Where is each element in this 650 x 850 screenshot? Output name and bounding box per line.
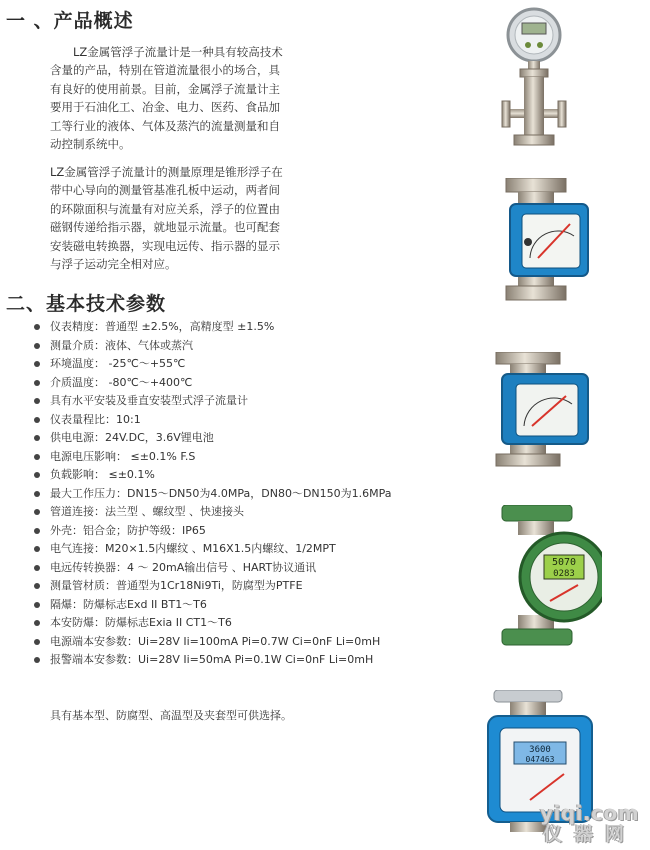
spec-item: 电源端本安参数：Ui=28V Ii=100mA Pi=0.7W Ci=0nF Li=0mH: [30, 633, 425, 652]
overview-paragraph-2: LZ金属管浮子流量计的测量原理是锥形浮子在带中心导向的测量管基准孔板中运动，两者间的环隙面积与流量有对应关系，浮子的位置由磁钢传递给指示器，就地显示流量。也可配套安装磁电转换器，实现电远传、指示器的显示与浮子运动完全相对应。: [50, 165, 283, 272]
section-heading-specs: 二、基本技术参数: [6, 293, 167, 315]
product-image-vertical-meter: [492, 5, 592, 165]
section-heading-overview: 一 、产品概述: [6, 10, 134, 32]
lcd-line-2: 047463: [525, 755, 555, 764]
spec-item: 测量管材质：普通型为1Cr18Ni9Ti，防腐型为PTFE: [30, 577, 425, 596]
watermark-url: yiqi.com: [539, 801, 640, 825]
product-image-flanged-indicator-meter: [492, 352, 592, 468]
spec-list: [30, 318, 425, 670]
spec-item: 管道连接：法兰型 、螺纹型 、快速接头: [30, 503, 425, 522]
spec-item: 环境温度： -25℃～+55℃: [30, 355, 425, 374]
spec-item: 报警端本安参数：Ui=28V Ii=50mA Pi=0.1W Ci=0nF Li=0mH: [30, 651, 425, 670]
spec-item: 具有水平安装及垂直安装型式浮子流量计: [30, 392, 425, 411]
spec-item: 电气连接：M20×1.5内螺纹 、M16X1.5内螺纹、1/2MPT: [30, 540, 425, 559]
spec-item: 供电电源：24V.DC，3.6V锂电池: [30, 429, 425, 448]
lcd-line-1: 3600: [529, 745, 551, 755]
spec-item: 外壳：铝合金；防护等级：IP65: [30, 522, 425, 541]
lcd-line-1: 5070: [551, 557, 577, 568]
closing-note: 具有基本型、防腐型、高温型及夹套型可供选择。: [50, 709, 292, 722]
spec-item: 测量介质：液体、气体或蒸汽: [30, 337, 425, 356]
watermark-site-name: 仪器网: [542, 823, 636, 845]
spec-item: 电源电压影响： ≤±0.1% F.S: [30, 448, 425, 467]
spec-item: 本安防爆：防爆标志Exia II CT1～T6: [30, 614, 425, 633]
spec-item: 负载影响： ≤±0.1%: [30, 466, 425, 485]
spec-item: 介质温度： -80℃～+400℃: [30, 374, 425, 393]
spec-item: 隔爆：防爆标志Exd II BT1～T6: [30, 596, 425, 615]
overview-paragraph-1: LZ金属管浮子流量计是一种具有较高技术含量的产品，特别在管道流量很小的场合，具有良好的使用前景。目前，金属浮子流量计主要用于石油化工、冶金、电力、医药、食品加工等行业的液体、气体及蒸汽的流量测量和自动控制系统中。: [50, 45, 283, 152]
spec-item: 电远传转换器：4 ～ 20mA输出信号 、HART协议通讯: [30, 559, 425, 578]
product-image-green-lcd-meter: [492, 505, 602, 655]
product-image-blue-indicator-meter: [492, 178, 592, 302]
spec-item: 仪表量程比：10:1: [30, 411, 425, 430]
watermark: [532, 803, 647, 845]
spec-item: 最大工作压力：DN15～DN50为4.0MPa，DN80～DN150为1.6MPa: [30, 485, 425, 504]
lcd-line-2: 0283: [553, 569, 575, 579]
spec-item: 仪表精度：普通型 ±2.5%，高精度型 ±1.5%: [30, 318, 425, 337]
